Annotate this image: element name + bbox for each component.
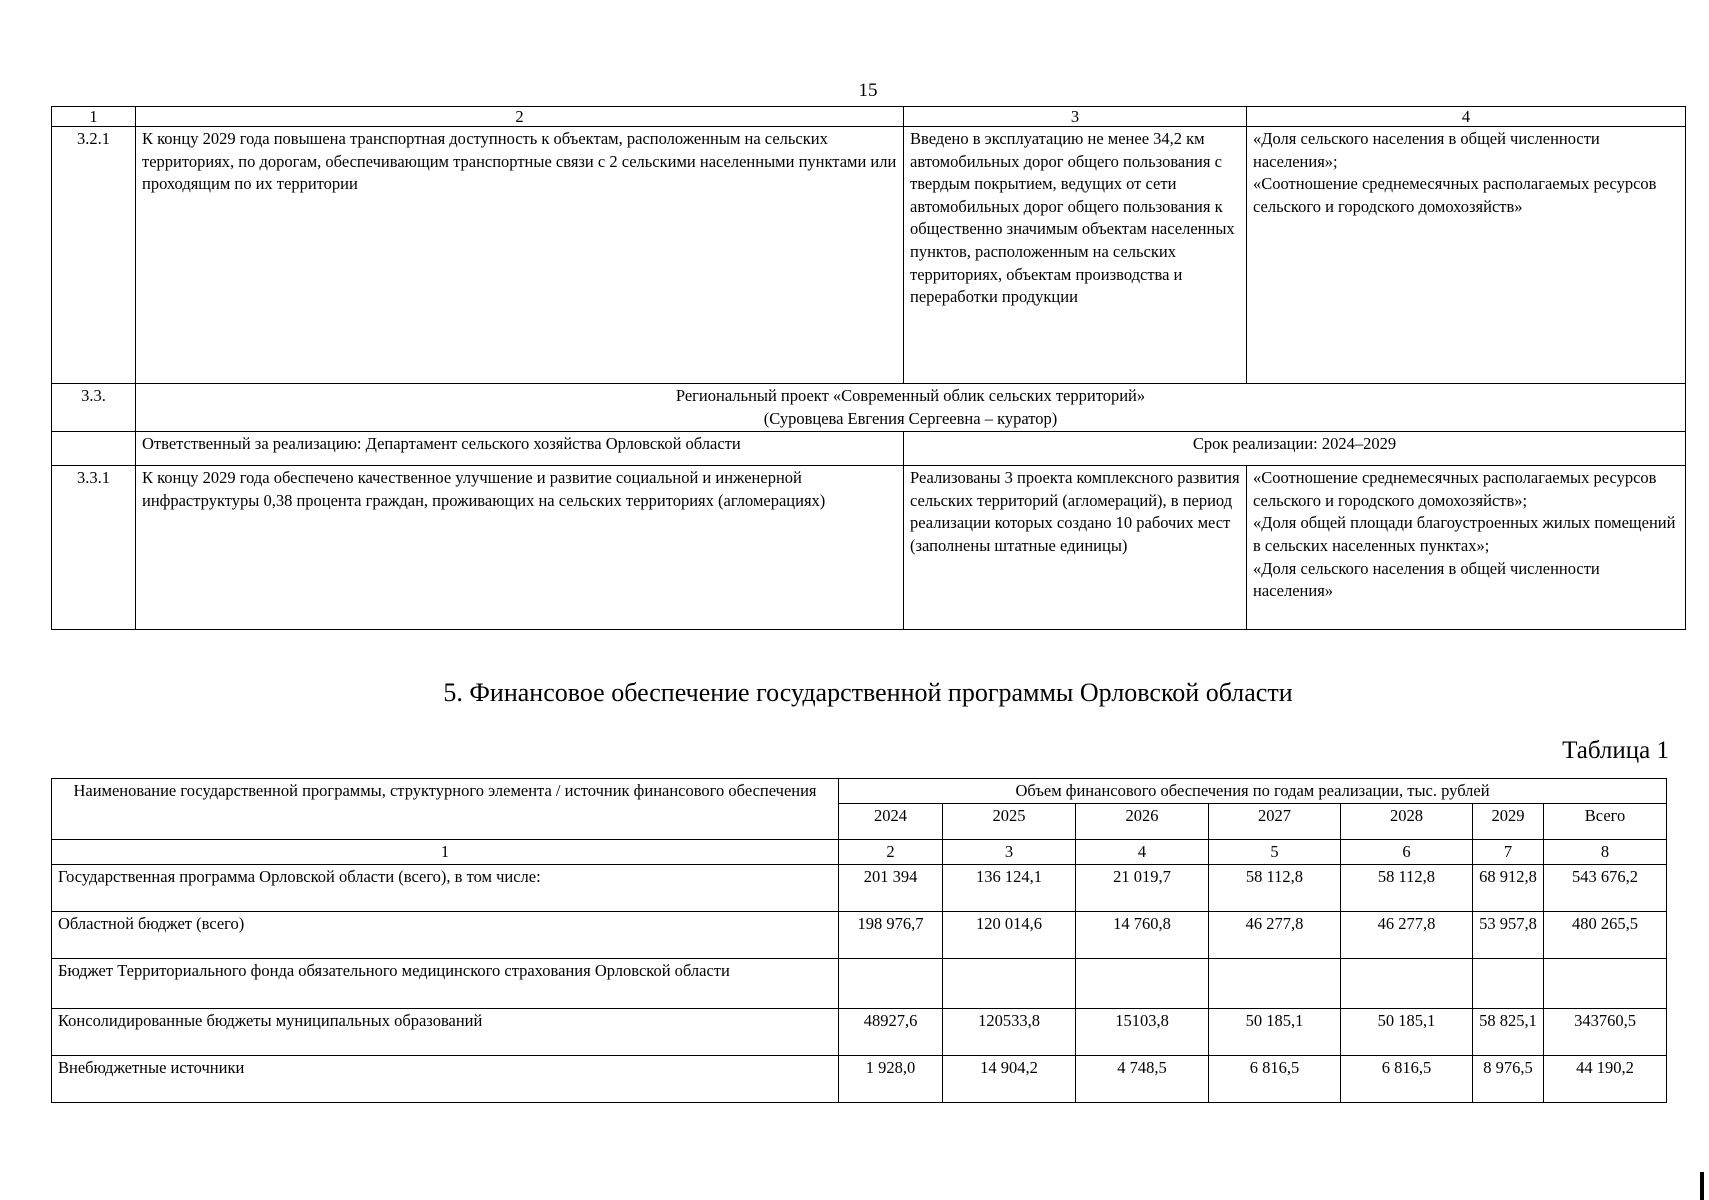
finance-header-row: [52, 779, 1667, 804]
value-cell: 136 124,1: [943, 865, 1076, 912]
indicator-text: «Соотношение среднемесячных располагаемых ресурсов сельского и городского домохозяйств»: [1253, 174, 1657, 216]
value-cell: 120 014,6: [943, 912, 1076, 959]
indicator-text: «Доля общей площади благоустроенных жилых помещений в сельских населенных пунктах»;: [1253, 513, 1676, 555]
column-numbers-row: [52, 840, 1667, 865]
value-cell: 120533,8: [943, 1009, 1076, 1056]
column-number: 1: [52, 840, 839, 865]
finance-table: [51, 778, 1667, 1103]
result-cell: Введено в эксплуатацию не менее 34,2 км автомобильных дорог общего пользования с твердым покрытием, ведущих от сети автомобильных дорог общего пользования к общественно значимым объектам населенных пунктов, расположенным на сельских территориях, объектам производства и переработки продукции: [904, 127, 1247, 384]
scan-edge-mark: [1700, 1172, 1704, 1200]
value-cell: 44 190,2: [1544, 1056, 1667, 1103]
column-number: 8: [1544, 840, 1667, 865]
value-cell: 53 957,8: [1473, 912, 1544, 959]
value-cell: [1076, 959, 1209, 1009]
year-header: 2029: [1473, 804, 1544, 840]
header-cell: 2: [136, 107, 904, 127]
value-cell: 6 816,5: [1341, 1056, 1473, 1103]
year-header: 2024: [839, 804, 943, 840]
project-title: Региональный проект «Современный облик сельских территорий»: [675, 386, 1146, 405]
row-number: 3.2.1: [52, 127, 136, 384]
value-cell: 343760,5: [1544, 1009, 1667, 1056]
value-cell: 6 816,5: [1209, 1056, 1341, 1103]
name-column-header: Наименование государственной программы, структурного элемента / источник финансового обеспечения: [52, 779, 839, 840]
table-row: [52, 466, 1686, 630]
column-number: 4: [1076, 840, 1209, 865]
row-label: Консолидированные бюджеты муниципальных образований: [52, 1009, 839, 1056]
task-cell: К концу 2029 года обеспечено качественное улучшение и развитие социальной и инженерной инфраструктуры 0,38 процента граждан, проживающих на сельских территориях (агломерациях): [136, 466, 904, 630]
header-cell: 4: [1247, 107, 1686, 127]
row-label: Внебюджетные источники: [52, 1056, 839, 1103]
indicator-text: «Соотношение среднемесячных располагаемых ресурсов сельского и городского домохозяйств»;: [1253, 468, 1657, 510]
value-cell: 58 825,1: [1473, 1009, 1544, 1056]
value-cell: 1 928,0: [839, 1056, 943, 1103]
year-header: 2025: [943, 804, 1076, 840]
value-cell: 480 265,5: [1544, 912, 1667, 959]
header-cell: 3: [904, 107, 1247, 127]
value-cell: 14 760,8: [1076, 912, 1209, 959]
row-number: 3.3.: [52, 384, 136, 432]
value-cell: 46 277,8: [1341, 912, 1473, 959]
table-row: [52, 432, 1686, 466]
row-label: Бюджет Территориального фонда обязательного медицинского страхования Орловской области: [52, 959, 839, 1009]
value-cell: [1473, 959, 1544, 1009]
responsible-cell: Ответственный за реализацию: Департамент сельского хозяйства Орловской области: [136, 432, 904, 466]
table-row: [52, 912, 1667, 959]
indicators-cell: [1247, 127, 1686, 384]
year-header: 2028: [1341, 804, 1473, 840]
value-cell: 50 185,1: [1209, 1009, 1341, 1056]
table-row: [52, 1056, 1667, 1103]
column-number: 3: [943, 840, 1076, 865]
value-cell: 201 394: [839, 865, 943, 912]
term-cell: Срок реализации: 2024–2029: [904, 432, 1686, 466]
column-number: 5: [1209, 840, 1341, 865]
volume-header: Объем финансового обеспечения по годам реализации, тыс. рублей: [839, 779, 1667, 804]
table-row: [52, 384, 1686, 432]
row-label: Областной бюджет (всего): [52, 912, 839, 959]
column-number: 2: [839, 840, 943, 865]
indicators-cell: [1247, 466, 1686, 630]
value-cell: 68 912,8: [1473, 865, 1544, 912]
activities-table: [51, 106, 1686, 630]
project-cell: [136, 384, 1686, 432]
value-cell: 58 112,8: [1341, 865, 1473, 912]
row-number: 3.3.1: [52, 466, 136, 630]
value-cell: [1544, 959, 1667, 1009]
value-cell: 48927,6: [839, 1009, 943, 1056]
value-cell: 198 976,7: [839, 912, 943, 959]
header-cell: 1: [52, 107, 136, 127]
total-header: Всего: [1544, 804, 1667, 840]
table-row: [52, 865, 1667, 912]
value-cell: [1341, 959, 1473, 1009]
table-row: [52, 127, 1686, 384]
value-cell: [1209, 959, 1341, 1009]
value-cell: 14 904,2: [943, 1056, 1076, 1103]
year-header: 2026: [1076, 804, 1209, 840]
value-cell: 15103,8: [1076, 1009, 1209, 1056]
project-curator: (Суровцева Евгения Сергеевна – куратор): [763, 408, 1058, 428]
activities-header-row: [52, 107, 1686, 127]
table-row: [52, 1009, 1667, 1056]
result-cell: Реализованы 3 проекта комплексного развития сельских территорий (агломераций), в период реализации которых создано 10 рабочих мест (заполнены штатные единицы): [904, 466, 1247, 630]
row-label: Государственная программа Орловской области (всего), в том числе:: [52, 865, 839, 912]
value-cell: 58 112,8: [1209, 865, 1341, 912]
value-cell: [839, 959, 943, 1009]
table-row: [52, 959, 1667, 1009]
value-cell: 543 676,2: [1544, 865, 1667, 912]
value-cell: 4 748,5: [1076, 1056, 1209, 1103]
section-title: 5. Финансовое обеспечение государственной программы Орловской области: [443, 678, 1293, 707]
page-number: 15: [858, 80, 878, 101]
column-number: 7: [1473, 840, 1544, 865]
column-number: 6: [1341, 840, 1473, 865]
value-cell: 50 185,1: [1341, 1009, 1473, 1056]
empty-cell: [52, 432, 136, 466]
value-cell: 8 976,5: [1473, 1056, 1544, 1103]
value-cell: [943, 959, 1076, 1009]
year-header: 2027: [1209, 804, 1341, 840]
indicator-text: «Доля сельского населения в общей численности населения»: [1253, 558, 1600, 601]
table-caption: Таблица 1: [1562, 737, 1669, 764]
value-cell: 46 277,8: [1209, 912, 1341, 959]
task-cell: К концу 2029 года повышена транспортная доступность к объектам, расположенным на сельских территориях, по дорогам, обеспечивающим транспортные связи с 2 сельскими населенными пунктами или проходящим по их территории: [136, 127, 904, 384]
indicator-text: «Доля сельского населения в общей численности населения»;: [1253, 129, 1600, 171]
value-cell: 21 019,7: [1076, 865, 1209, 912]
